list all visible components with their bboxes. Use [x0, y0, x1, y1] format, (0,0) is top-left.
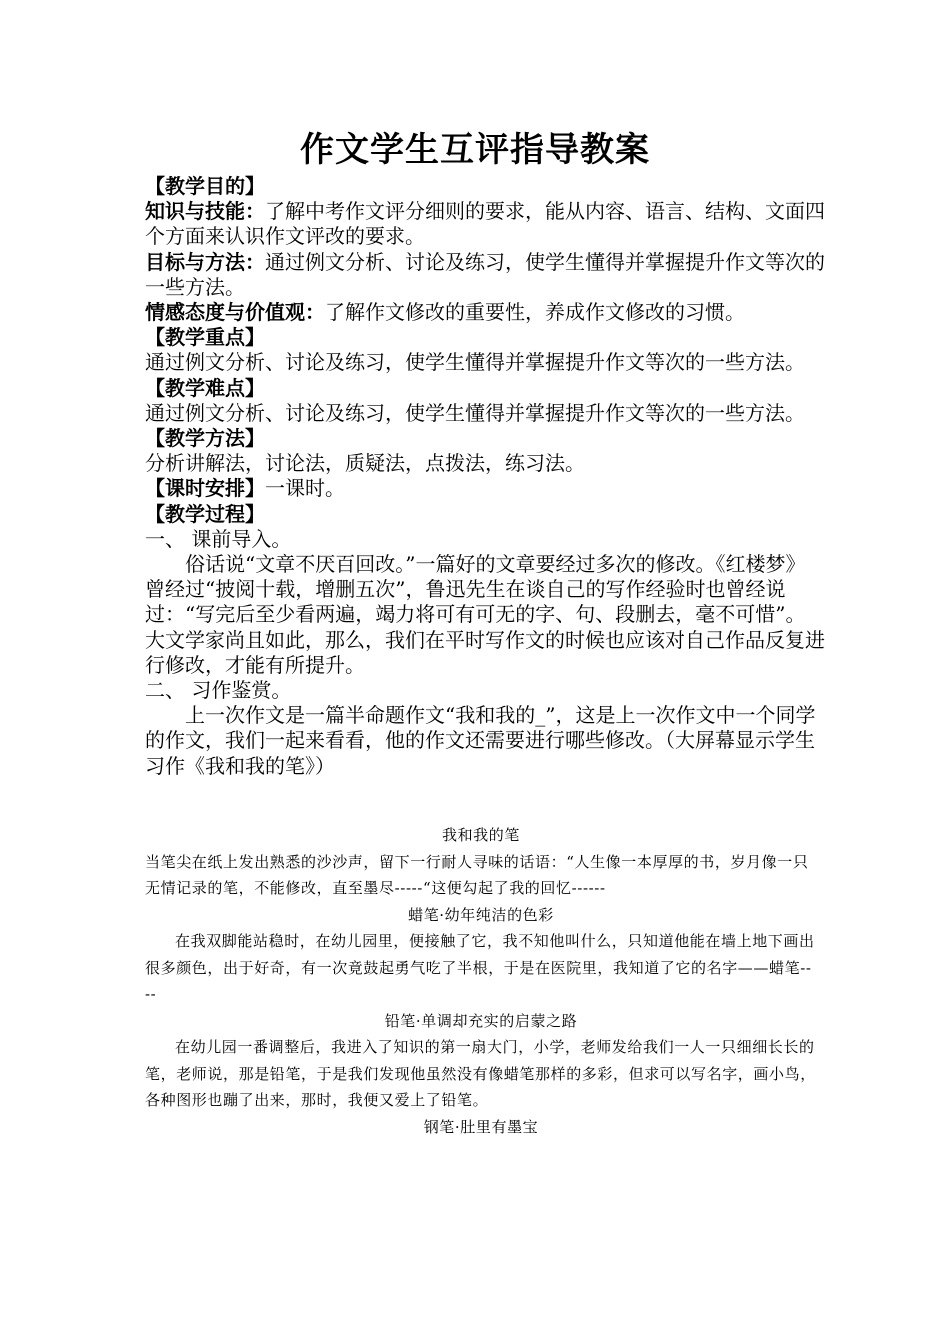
- key-text: 通过例文分析、讨论及练习，使学生懂得并掌握提升作文等次的一些方法。: [145, 350, 805, 375]
- schedule-paragraph: [145, 476, 825, 501]
- step2-text: 上一次作文是一篇半命题作文“我和我的_”，这是上一次作文中一个同学的作文，我们一起来看看，他的作文还需要进行哪些修改。（大屏幕显示学生习作《我和我的笔》）: [145, 703, 816, 778]
- essay-part1-title: 蜡笔·幼年纯洁的色彩: [408, 905, 554, 924]
- goal-heading: [145, 174, 825, 199]
- document-title: 作文学生互评指导教案: [300, 130, 650, 170]
- step1-text: 俗话说“文章不厌百回改。”一篇好的文章要经过多次的修改。《红楼梦》曾经过“披阅十载，增删五次”，鲁迅先生在谈自己的写作经验时也曾经说过：“写完后至少看两遍，竭力将可有可无的字、句、段删去，毫不可惜”。大文学家尚且如此，那么，我们在平时写作文的时候也应该对自己作品反复进行修改，才能有所提升。: [145, 552, 825, 677]
- step1-title: 一、 课前导入。: [145, 526, 292, 551]
- student-essay: [145, 822, 817, 1140]
- essay-part2-title: 铅笔·单调却充实的启蒙之路: [384, 1011, 578, 1030]
- essay-intro: 当笔尖在纸上发出熟悉的沙沙声，留下一行耐人寻味的话语：“人生像一本厚厚的书，岁月像一只无情记录的笔，不能修改，直至墨尽-----“这便勾起了我的回忆------: [145, 852, 809, 897]
- key-heading-text: 【教学重点】: [145, 325, 265, 350]
- essay-title: 我和我的笔: [441, 826, 520, 844]
- schedule-heading: 【课时安排】: [145, 476, 265, 501]
- knowledge-text: 了解中考作文评分细则的要求，能从内容、语言、结构、文面四个方面来认识作文评改的要求。: [145, 199, 825, 249]
- key-heading: [145, 325, 825, 350]
- approach-heading: [145, 426, 825, 451]
- method-label: 目标与方法：: [145, 249, 265, 274]
- difficult-heading-text: 【教学难点】: [145, 375, 265, 400]
- goal-heading-text: 【教学目的】: [145, 174, 265, 198]
- essay-part1-text: 在我双脚能站稳时，在幼儿园里，便接触了它，我不知他叫什么，只知道他能在墙上地下画出很多颜色，出于好奇，有一次竟鼓起勇气吃了半根，于是在医院里，我知道了它的名字——蜡笔----: [145, 932, 815, 1003]
- method-paragraph: [145, 250, 825, 300]
- approach-text: 分析讲解法，讨论法，质疑法，点拨法，练习法。: [145, 451, 585, 476]
- knowledge-paragraph: [145, 199, 825, 249]
- method-text: 通过例文分析、讨论及练习，使学生懂得并掌握提升作文等次的一些方法。: [145, 249, 825, 299]
- difficult-text: 通过例文分析、讨论及练习，使学生懂得并掌握提升作文等次的一些方法。: [145, 400, 805, 425]
- approach-heading-text: 【教学方法】: [145, 426, 265, 451]
- process-heading: [145, 502, 825, 527]
- knowledge-label: 知识与技能：: [145, 199, 265, 224]
- emotion-paragraph: [145, 300, 825, 325]
- process-heading-text: 【教学过程】: [145, 501, 265, 526]
- essay-part2-text: 在幼儿园一番调整后，我进入了知识的第一扇大门，小学，老师发给我们一人一只细细长长的笔，老师说，那是铅笔，于是我们发现他虽然没有像蜡笔那样的多彩，但求可以写名字，画小鸟，各种图形也蹦了出来，那时，我便又爱上了铅笔。: [145, 1038, 816, 1109]
- lesson-plan-body: [145, 174, 825, 779]
- schedule-text: 一课时。: [265, 476, 345, 501]
- step2-title: 二、 习作鉴赏。: [145, 678, 292, 703]
- emotion-text: 了解作文修改的重要性，养成作文修改的习惯。: [325, 300, 745, 325]
- difficult-heading: [145, 376, 825, 401]
- essay-part3-title: 钢笔·肚里有墨宝: [423, 1117, 539, 1136]
- emotion-label: 情感态度与价值观：: [145, 300, 325, 325]
